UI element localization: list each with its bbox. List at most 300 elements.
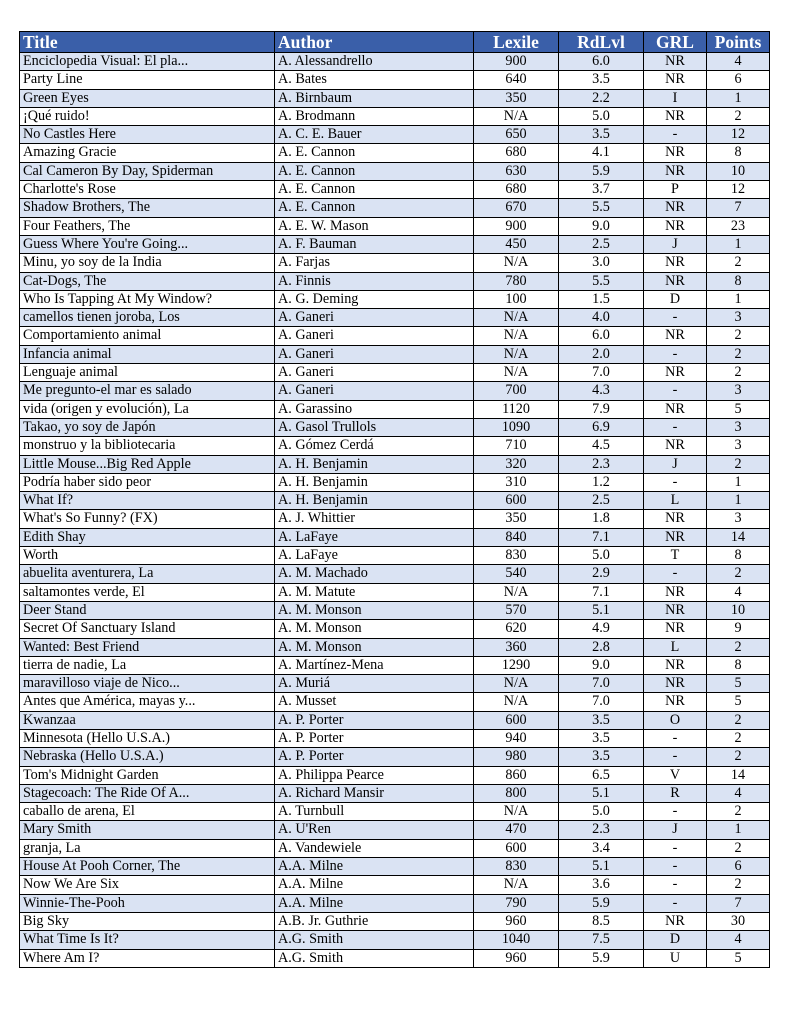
cell-points: 1 [707, 235, 770, 253]
cell-grl: - [644, 839, 707, 857]
cell-rdlvl: 7.1 [559, 583, 644, 601]
cell-author: A. M. Monson [275, 638, 474, 656]
cell-lexile: 600 [474, 492, 559, 510]
table-row [20, 364, 770, 382]
cell-points: 1 [707, 473, 770, 491]
cell-grl: - [644, 729, 707, 747]
cell-rdlvl: 5.1 [559, 784, 644, 802]
cell-lexile: N/A [474, 693, 559, 711]
table-row [20, 181, 770, 199]
cell-grl: D [644, 931, 707, 949]
cell-lexile: 830 [474, 547, 559, 565]
cell-title: Takao, yo soy de Japón [20, 418, 275, 436]
cell-lexile: N/A [474, 309, 559, 327]
cell-points: 8 [707, 656, 770, 674]
cell-title: Worth [20, 547, 275, 565]
cell-author: A. M. Monson [275, 620, 474, 638]
cell-points: 2 [707, 876, 770, 894]
cell-grl: - [644, 382, 707, 400]
cell-lexile: 780 [474, 272, 559, 290]
cell-title: Four Feathers, The [20, 217, 275, 235]
cell-points: 3 [707, 309, 770, 327]
cell-title: Minnesota (Hello U.S.A.) [20, 729, 275, 747]
cell-points: 1 [707, 290, 770, 308]
cell-grl: J [644, 455, 707, 473]
cell-rdlvl: 5.0 [559, 107, 644, 125]
cell-title: What Time Is It? [20, 931, 275, 949]
table-row [20, 345, 770, 363]
table-row [20, 290, 770, 308]
table-row [20, 766, 770, 784]
cell-title: Amazing Gracie [20, 144, 275, 162]
cell-grl: NR [644, 912, 707, 930]
column-header-rdlvl: RdLvl [559, 32, 644, 53]
cell-grl: U [644, 949, 707, 967]
cell-points: 5 [707, 693, 770, 711]
cell-grl: P [644, 181, 707, 199]
cell-points: 1 [707, 89, 770, 107]
cell-points: 7 [707, 199, 770, 217]
cell-points: 10 [707, 601, 770, 619]
cell-grl: NR [644, 620, 707, 638]
cell-points: 8 [707, 272, 770, 290]
cell-title: Shadow Brothers, The [20, 199, 275, 217]
cell-points: 1 [707, 821, 770, 839]
cell-title: tierra de nadie, La [20, 656, 275, 674]
cell-rdlvl: 3.5 [559, 748, 644, 766]
cell-grl: NR [644, 693, 707, 711]
cell-points: 3 [707, 382, 770, 400]
cell-grl: NR [644, 400, 707, 418]
cell-rdlvl: 3.5 [559, 711, 644, 729]
cell-lexile: N/A [474, 364, 559, 382]
cell-points: 2 [707, 803, 770, 821]
cell-rdlvl: 8.5 [559, 912, 644, 930]
cell-author: A. Vandewiele [275, 839, 474, 857]
cell-points: 23 [707, 217, 770, 235]
table-row [20, 784, 770, 802]
cell-points: 2 [707, 748, 770, 766]
cell-rdlvl: 4.5 [559, 437, 644, 455]
cell-grl: - [644, 309, 707, 327]
cell-title: House At Pooh Corner, The [20, 858, 275, 876]
table-row [20, 803, 770, 821]
cell-rdlvl: 2.0 [559, 345, 644, 363]
cell-lexile: 650 [474, 126, 559, 144]
cell-author: A. Birnbaum [275, 89, 474, 107]
table-row [20, 583, 770, 601]
cell-lexile: 670 [474, 199, 559, 217]
cell-title: Minu, yo soy de la India [20, 254, 275, 272]
cell-points: 2 [707, 455, 770, 473]
cell-points: 2 [707, 254, 770, 272]
cell-grl: J [644, 821, 707, 839]
cell-rdlvl: 4.0 [559, 309, 644, 327]
column-header-points: Points [707, 32, 770, 53]
cell-rdlvl: 7.0 [559, 364, 644, 382]
cell-author: A.A. Milne [275, 858, 474, 876]
table-row [20, 748, 770, 766]
cell-rdlvl: 7.0 [559, 675, 644, 693]
cell-author: A.G. Smith [275, 931, 474, 949]
cell-title: Cal Cameron By Day, Spiderman [20, 162, 275, 180]
cell-author: A. M. Monson [275, 601, 474, 619]
cell-author: A. U'Ren [275, 821, 474, 839]
table-row [20, 492, 770, 510]
cell-title: camellos tienen joroba, Los [20, 309, 275, 327]
table-row [20, 272, 770, 290]
cell-points: 10 [707, 162, 770, 180]
cell-points: 3 [707, 437, 770, 455]
table-row [20, 89, 770, 107]
table-row [20, 71, 770, 89]
cell-lexile: 1290 [474, 656, 559, 674]
table-row [20, 620, 770, 638]
cell-points: 4 [707, 53, 770, 71]
cell-author: A.A. Milne [275, 876, 474, 894]
cell-author: A. Turnbull [275, 803, 474, 821]
cell-rdlvl: 1.8 [559, 510, 644, 528]
cell-grl: NR [644, 71, 707, 89]
cell-lexile: 790 [474, 894, 559, 912]
cell-author: A. E. W. Mason [275, 217, 474, 235]
cell-points: 14 [707, 528, 770, 546]
cell-grl: NR [644, 656, 707, 674]
cell-title: Podría haber sido peor [20, 473, 275, 491]
cell-title: Big Sky [20, 912, 275, 930]
cell-title: Deer Stand [20, 601, 275, 619]
cell-author: A. Ganeri [275, 327, 474, 345]
book-table [19, 31, 770, 968]
cell-title: Kwanzaa [20, 711, 275, 729]
cell-lexile: 860 [474, 766, 559, 784]
table-row [20, 821, 770, 839]
table-row [20, 510, 770, 528]
cell-title: Who Is Tapping At My Window? [20, 290, 275, 308]
cell-grl: - [644, 858, 707, 876]
table-row [20, 876, 770, 894]
cell-title: Infancia animal [20, 345, 275, 363]
cell-grl: NR [644, 144, 707, 162]
cell-rdlvl: 5.9 [559, 949, 644, 967]
cell-author: A. P. Porter [275, 748, 474, 766]
cell-grl: D [644, 290, 707, 308]
cell-rdlvl: 5.5 [559, 199, 644, 217]
table-row [20, 528, 770, 546]
table-row [20, 107, 770, 125]
cell-author: A. Finnis [275, 272, 474, 290]
cell-title: Winnie-The-Pooh [20, 894, 275, 912]
cell-title: No Castles Here [20, 126, 275, 144]
table-row [20, 53, 770, 71]
cell-lexile: 350 [474, 89, 559, 107]
cell-title: Little Mouse...Big Red Apple [20, 455, 275, 473]
cell-author: A. Philippa Pearce [275, 766, 474, 784]
table-row [20, 235, 770, 253]
cell-points: 2 [707, 711, 770, 729]
cell-points: 6 [707, 71, 770, 89]
cell-rdlvl: 2.3 [559, 821, 644, 839]
cell-grl: NR [644, 217, 707, 235]
cell-lexile: 960 [474, 912, 559, 930]
cell-lexile: N/A [474, 345, 559, 363]
cell-lexile: 600 [474, 711, 559, 729]
cell-lexile: N/A [474, 107, 559, 125]
cell-lexile: 360 [474, 638, 559, 656]
cell-rdlvl: 3.5 [559, 71, 644, 89]
cell-author: A.A. Milne [275, 894, 474, 912]
cell-rdlvl: 5.0 [559, 803, 644, 821]
cell-author: A. H. Benjamin [275, 455, 474, 473]
cell-points: 3 [707, 510, 770, 528]
cell-title: Stagecoach: The Ride Of A... [20, 784, 275, 802]
cell-rdlvl: 7.5 [559, 931, 644, 949]
cell-grl: NR [644, 437, 707, 455]
cell-lexile: 900 [474, 217, 559, 235]
cell-lexile: 940 [474, 729, 559, 747]
cell-grl: - [644, 876, 707, 894]
table-row [20, 382, 770, 400]
cell-title: What If? [20, 492, 275, 510]
cell-points: 2 [707, 364, 770, 382]
cell-lexile: 350 [474, 510, 559, 528]
cell-rdlvl: 9.0 [559, 656, 644, 674]
cell-rdlvl: 4.3 [559, 382, 644, 400]
cell-author: A. E. Cannon [275, 199, 474, 217]
cell-title: Guess Where You're Going... [20, 235, 275, 253]
cell-rdlvl: 7.1 [559, 528, 644, 546]
cell-lexile: 310 [474, 473, 559, 491]
cell-grl: NR [644, 601, 707, 619]
cell-author: A.G. Smith [275, 949, 474, 967]
cell-lexile: N/A [474, 583, 559, 601]
cell-rdlvl: 2.5 [559, 492, 644, 510]
table-row [20, 162, 770, 180]
cell-lexile: 450 [474, 235, 559, 253]
cell-points: 14 [707, 766, 770, 784]
cell-lexile: 710 [474, 437, 559, 455]
cell-points: 2 [707, 729, 770, 747]
cell-lexile: N/A [474, 803, 559, 821]
cell-points: 2 [707, 327, 770, 345]
cell-grl: - [644, 126, 707, 144]
cell-lexile: 540 [474, 565, 559, 583]
cell-title: What's So Funny? (FX) [20, 510, 275, 528]
cell-title: Green Eyes [20, 89, 275, 107]
cell-points: 2 [707, 839, 770, 857]
cell-title: caballo de arena, El [20, 803, 275, 821]
cell-author: A. Garassino [275, 400, 474, 418]
cell-grl: NR [644, 528, 707, 546]
cell-points: 30 [707, 912, 770, 930]
cell-rdlvl: 2.9 [559, 565, 644, 583]
cell-title: ¡Qué ruido! [20, 107, 275, 125]
cell-points: 8 [707, 547, 770, 565]
cell-title: saltamontes verde, El [20, 583, 275, 601]
cell-rdlvl: 2.5 [559, 235, 644, 253]
cell-title: Cat-Dogs, The [20, 272, 275, 290]
cell-lexile: 680 [474, 181, 559, 199]
cell-author: A. Musset [275, 693, 474, 711]
cell-title: Enciclopedia Visual: El pla... [20, 53, 275, 71]
cell-grl: R [644, 784, 707, 802]
cell-points: 4 [707, 931, 770, 949]
cell-rdlvl: 9.0 [559, 217, 644, 235]
table-row [20, 437, 770, 455]
cell-author: A. H. Benjamin [275, 492, 474, 510]
cell-author: A. Muriá [275, 675, 474, 693]
cell-grl: - [644, 803, 707, 821]
table-row [20, 839, 770, 857]
cell-grl: NR [644, 583, 707, 601]
cell-author: A. Martínez-Mena [275, 656, 474, 674]
cell-rdlvl: 2.3 [559, 455, 644, 473]
cell-author: A. E. Cannon [275, 144, 474, 162]
cell-grl: NR [644, 199, 707, 217]
cell-title: Mary Smith [20, 821, 275, 839]
cell-author: A. Ganeri [275, 382, 474, 400]
column-header-author: Author [275, 32, 474, 53]
cell-title: Antes que América, mayas y... [20, 693, 275, 711]
cell-points: 2 [707, 107, 770, 125]
cell-author: A. Farjas [275, 254, 474, 272]
cell-author: A. Bates [275, 71, 474, 89]
column-header-title: Title [20, 32, 275, 53]
cell-grl: NR [644, 162, 707, 180]
cell-title: Party Line [20, 71, 275, 89]
cell-grl: L [644, 492, 707, 510]
cell-points: 9 [707, 620, 770, 638]
cell-author: A. Brodmann [275, 107, 474, 125]
cell-lexile: 680 [474, 144, 559, 162]
cell-rdlvl: 6.9 [559, 418, 644, 436]
cell-points: 2 [707, 345, 770, 363]
cell-grl: NR [644, 272, 707, 290]
cell-author: A. Gómez Cerdá [275, 437, 474, 455]
cell-lexile: 470 [474, 821, 559, 839]
cell-lexile: 1120 [474, 400, 559, 418]
cell-points: 2 [707, 565, 770, 583]
table-row [20, 656, 770, 674]
cell-lexile: 100 [474, 290, 559, 308]
table-row [20, 418, 770, 436]
cell-lexile: 630 [474, 162, 559, 180]
table-row [20, 217, 770, 235]
cell-lexile: 1040 [474, 931, 559, 949]
cell-rdlvl: 5.5 [559, 272, 644, 290]
cell-lexile: 800 [474, 784, 559, 802]
cell-grl: NR [644, 254, 707, 272]
cell-lexile: N/A [474, 254, 559, 272]
cell-lexile: 700 [474, 382, 559, 400]
cell-rdlvl: 5.1 [559, 601, 644, 619]
cell-title: Wanted: Best Friend [20, 638, 275, 656]
cell-title: Now We Are Six [20, 876, 275, 894]
table-row [20, 199, 770, 217]
cell-author: A. Alessandrello [275, 53, 474, 71]
book-list-sheet [19, 31, 769, 968]
cell-title: Where Am I? [20, 949, 275, 967]
cell-author: A. M. Matute [275, 583, 474, 601]
cell-lexile: N/A [474, 876, 559, 894]
cell-rdlvl: 1.5 [559, 290, 644, 308]
cell-author: A. J. Whittier [275, 510, 474, 528]
cell-lexile: 320 [474, 455, 559, 473]
cell-points: 12 [707, 181, 770, 199]
cell-points: 2 [707, 638, 770, 656]
cell-title: Lenguaje animal [20, 364, 275, 382]
cell-grl: L [644, 638, 707, 656]
cell-lexile: 840 [474, 528, 559, 546]
cell-grl: NR [644, 364, 707, 382]
table-row [20, 309, 770, 327]
table-row [20, 638, 770, 656]
table-row [20, 729, 770, 747]
cell-lexile: 570 [474, 601, 559, 619]
cell-author: A. F. Bauman [275, 235, 474, 253]
cell-rdlvl: 1.2 [559, 473, 644, 491]
cell-rdlvl: 5.1 [559, 858, 644, 876]
cell-title: Me pregunto-el mar es salado [20, 382, 275, 400]
cell-lexile: 900 [474, 53, 559, 71]
cell-title: Edith Shay [20, 528, 275, 546]
cell-points: 3 [707, 418, 770, 436]
cell-points: 12 [707, 126, 770, 144]
cell-grl: NR [644, 510, 707, 528]
cell-grl: O [644, 711, 707, 729]
cell-points: 6 [707, 858, 770, 876]
cell-grl: NR [644, 53, 707, 71]
cell-author: A. C. E. Bauer [275, 126, 474, 144]
cell-author: A. Ganeri [275, 364, 474, 382]
cell-rdlvl: 3.0 [559, 254, 644, 272]
cell-title: Tom's Midnight Garden [20, 766, 275, 784]
cell-rdlvl: 5.0 [559, 547, 644, 565]
cell-grl: - [644, 345, 707, 363]
table-row [20, 547, 770, 565]
cell-grl: - [644, 565, 707, 583]
cell-rdlvl: 2.8 [559, 638, 644, 656]
cell-grl: NR [644, 675, 707, 693]
table-row [20, 711, 770, 729]
cell-rdlvl: 4.1 [559, 144, 644, 162]
header-row [20, 32, 770, 53]
cell-points: 4 [707, 784, 770, 802]
cell-author: A. LaFaye [275, 547, 474, 565]
cell-grl: I [644, 89, 707, 107]
cell-grl: J [644, 235, 707, 253]
cell-grl: - [644, 748, 707, 766]
cell-author: A. M. Machado [275, 565, 474, 583]
cell-title: Charlotte's Rose [20, 181, 275, 199]
table-row [20, 931, 770, 949]
cell-rdlvl: 6.0 [559, 327, 644, 345]
cell-author: A. H. Benjamin [275, 473, 474, 491]
cell-grl: - [644, 418, 707, 436]
table-row [20, 894, 770, 912]
cell-rdlvl: 7.9 [559, 400, 644, 418]
table-row [20, 693, 770, 711]
cell-rdlvl: 3.6 [559, 876, 644, 894]
cell-rdlvl: 6.5 [559, 766, 644, 784]
cell-title: monstruo y la bibliotecaria [20, 437, 275, 455]
cell-title: granja, La [20, 839, 275, 857]
cell-points: 4 [707, 583, 770, 601]
table-body [20, 53, 770, 968]
cell-points: 5 [707, 400, 770, 418]
cell-author: A. LaFaye [275, 528, 474, 546]
cell-title: Nebraska (Hello U.S.A.) [20, 748, 275, 766]
